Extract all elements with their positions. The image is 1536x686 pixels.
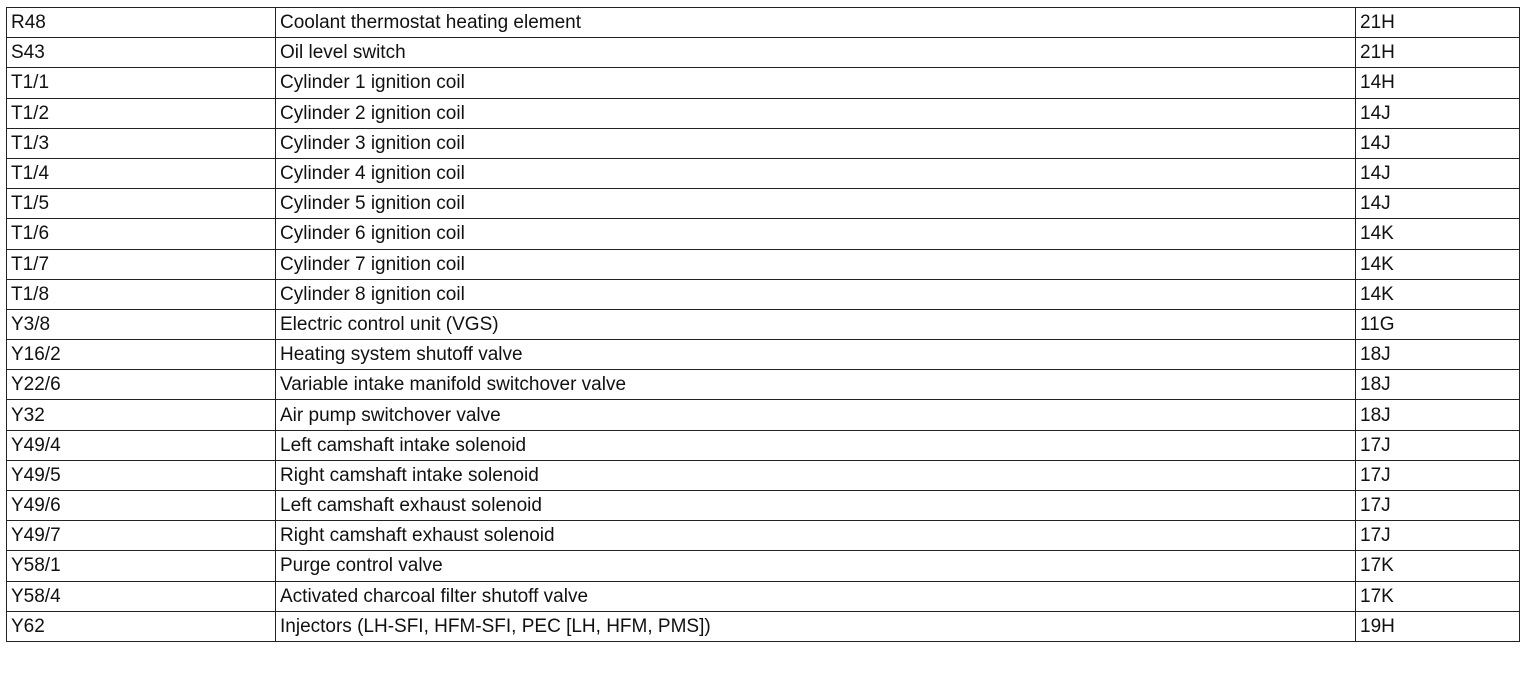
component-code-cell: Y22/6 <box>7 370 276 400</box>
table-row <box>7 158 1520 188</box>
component-code-cell: Y49/5 <box>7 460 276 490</box>
grid-location-cell: 14J <box>1356 158 1520 188</box>
table-row <box>7 551 1520 581</box>
component-description-cell: Electric control unit (VGS) <box>276 309 1356 339</box>
component-description-cell: Injectors (LH-SFI, HFM-SFI, PEC [LH, HFM, PMS]) <box>276 611 1356 641</box>
component-code-cell: Y49/7 <box>7 521 276 551</box>
component-description-cell: Cylinder 4 ignition coil <box>276 158 1356 188</box>
table-row <box>7 521 1520 551</box>
grid-location-cell: 17J <box>1356 460 1520 490</box>
table-row <box>7 491 1520 521</box>
table-row <box>7 340 1520 370</box>
component-description-cell: Coolant thermostat heating element <box>276 8 1356 38</box>
table-row <box>7 219 1520 249</box>
component-code-cell: T1/8 <box>7 279 276 309</box>
component-code-cell: Y49/4 <box>7 430 276 460</box>
table-row <box>7 400 1520 430</box>
component-code-cell: Y3/8 <box>7 309 276 339</box>
component-description-cell: Cylinder 8 ignition coil <box>276 279 1356 309</box>
component-code-cell: T1/1 <box>7 68 276 98</box>
table-row <box>7 460 1520 490</box>
component-description-cell: Left camshaft exhaust solenoid <box>276 491 1356 521</box>
component-code-cell: Y16/2 <box>7 340 276 370</box>
component-description-cell: Cylinder 2 ignition coil <box>276 98 1356 128</box>
table-body <box>7 8 1520 642</box>
table-row <box>7 370 1520 400</box>
grid-location-cell: 14J <box>1356 98 1520 128</box>
component-description-cell: Oil level switch <box>276 38 1356 68</box>
component-description-cell: Activated charcoal filter shutoff valve <box>276 581 1356 611</box>
grid-location-cell: 14K <box>1356 219 1520 249</box>
grid-location-cell: 14K <box>1356 249 1520 279</box>
component-description-cell: Air pump switchover valve <box>276 400 1356 430</box>
component-code-cell: T1/4 <box>7 158 276 188</box>
grid-location-cell: 14H <box>1356 68 1520 98</box>
grid-location-cell: 17J <box>1356 521 1520 551</box>
table-row <box>7 611 1520 641</box>
component-description-cell: Cylinder 7 ignition coil <box>276 249 1356 279</box>
component-description-cell: Right camshaft exhaust solenoid <box>276 521 1356 551</box>
component-description-cell: Cylinder 5 ignition coil <box>276 189 1356 219</box>
grid-location-cell: 14J <box>1356 189 1520 219</box>
component-description-cell: Cylinder 6 ignition coil <box>276 219 1356 249</box>
table-row <box>7 38 1520 68</box>
table-row <box>7 128 1520 158</box>
grid-location-cell: 17J <box>1356 491 1520 521</box>
table-row <box>7 249 1520 279</box>
grid-location-cell: 11G <box>1356 309 1520 339</box>
component-description-cell: Cylinder 1 ignition coil <box>276 68 1356 98</box>
component-description-cell: Heating system shutoff valve <box>276 340 1356 370</box>
component-code-cell: T1/3 <box>7 128 276 158</box>
component-code-cell: R48 <box>7 8 276 38</box>
grid-location-cell: 18J <box>1356 340 1520 370</box>
grid-location-cell: 17K <box>1356 581 1520 611</box>
component-code-cell: T1/6 <box>7 219 276 249</box>
component-description-cell: Variable intake manifold switchover valve <box>276 370 1356 400</box>
component-code-cell: T1/7 <box>7 249 276 279</box>
component-code-cell: Y32 <box>7 400 276 430</box>
grid-location-cell: 14K <box>1356 279 1520 309</box>
grid-location-cell: 17K <box>1356 551 1520 581</box>
table-row <box>7 581 1520 611</box>
table-row <box>7 309 1520 339</box>
grid-location-cell: 18J <box>1356 370 1520 400</box>
table-row <box>7 279 1520 309</box>
component-location-table-container <box>6 7 1519 642</box>
component-code-cell: Y49/6 <box>7 491 276 521</box>
component-code-cell: S43 <box>7 38 276 68</box>
table-row <box>7 68 1520 98</box>
component-code-cell: Y58/4 <box>7 581 276 611</box>
table-row <box>7 430 1520 460</box>
component-code-cell: Y58/1 <box>7 551 276 581</box>
grid-location-cell: 19H <box>1356 611 1520 641</box>
component-description-cell: Right camshaft intake solenoid <box>276 460 1356 490</box>
table-row <box>7 8 1520 38</box>
component-description-cell: Purge control valve <box>276 551 1356 581</box>
component-location-table <box>6 7 1520 642</box>
component-description-cell: Left camshaft intake solenoid <box>276 430 1356 460</box>
grid-location-cell: 21H <box>1356 8 1520 38</box>
component-code-cell: T1/5 <box>7 189 276 219</box>
grid-location-cell: 17J <box>1356 430 1520 460</box>
grid-location-cell: 21H <box>1356 38 1520 68</box>
component-code-cell: T1/2 <box>7 98 276 128</box>
table-row <box>7 98 1520 128</box>
component-code-cell: Y62 <box>7 611 276 641</box>
grid-location-cell: 14J <box>1356 128 1520 158</box>
component-description-cell: Cylinder 3 ignition coil <box>276 128 1356 158</box>
grid-location-cell: 18J <box>1356 400 1520 430</box>
table-row <box>7 189 1520 219</box>
